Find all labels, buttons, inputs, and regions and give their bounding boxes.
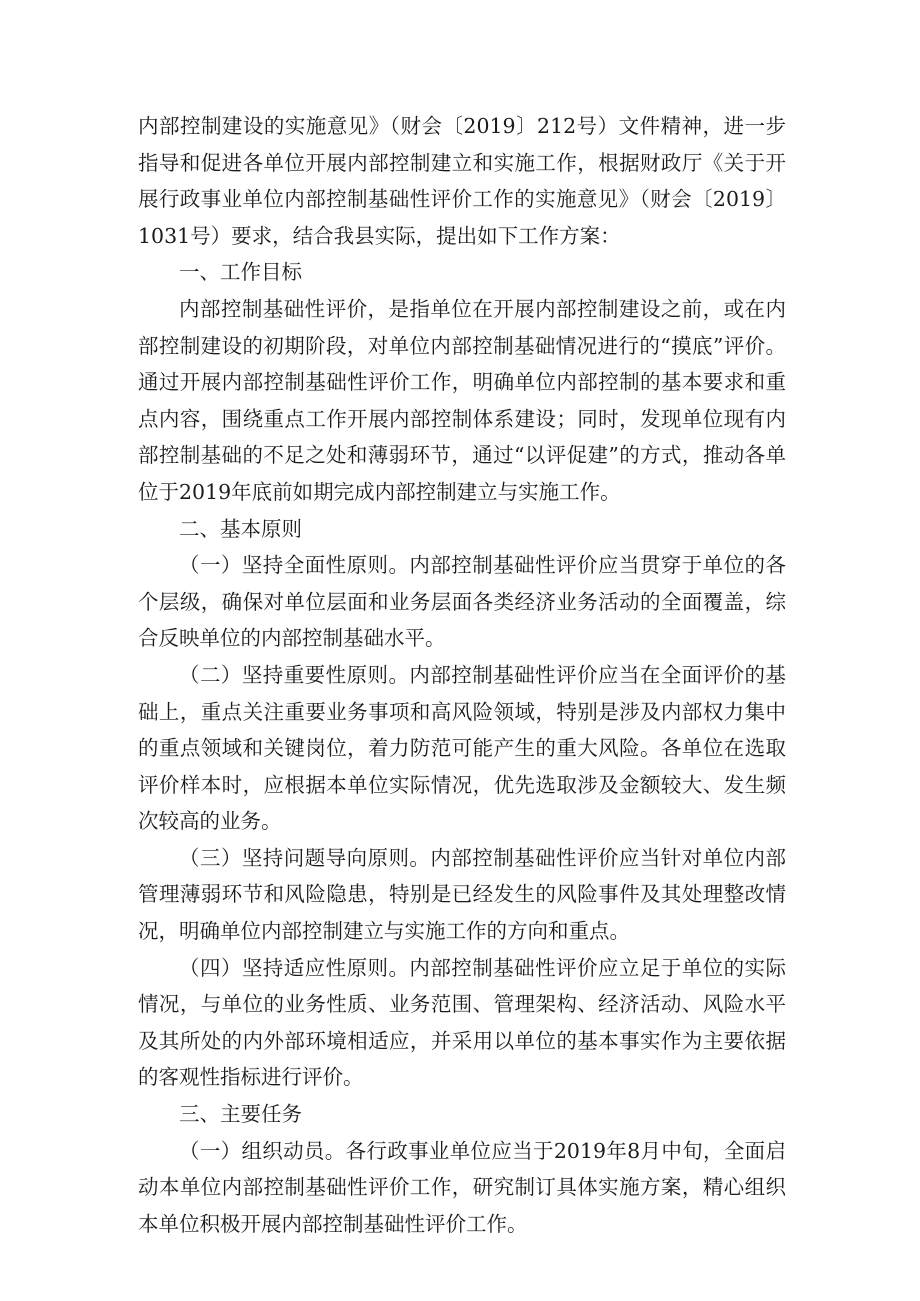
section-heading-principles: 二、基本原则 (179, 516, 302, 541)
intro-paragraph: 内部控制建设的实施意见》（财会〔2019〕212号）文件精神，进一步指导和促进各单位开展内部控制建立和实施工作，根据财政厅《关于开展行政事业单位内部控制基础性评价工作的实施意见》（财会〔2019〕1031号）要求，结合我县实际，提出如下工作方案： (138, 114, 786, 248)
goals-paragraph: 内部控制基础性评价，是指单位在开展内部控制建设之前，或在内部控制建设的初期阶段，对单位内部控制基础情况进行的“摸底”评价。通过开展内部控制基础性评价工作，明确单位内部控制的基本要求和重点内容，围绕重点工作开展内部控制体系建设；同时，发现单位现有内部控制基础的不足之处和薄弱环节，通过“以评促建”的方式，推动各单位于2019年底前如期完成内部控制建立与实施工作。 (138, 296, 786, 504)
task-mobilization-paragraph: （一）组织动员。各行政事业单位应当于2019年8月中旬，全面启动本单位内部控制基础性评价工作，研究制订具体实施方案，精心组织本单位积极开展内部控制基础性评价工作。 (138, 1138, 786, 1236)
principle-problem-oriented-paragraph: （三）坚持问题导向原则。内部控制基础性评价应当针对单位内部管理薄弱环节和风险隐患，特别是已经发生的风险事件及其处理整改情况，明确单位内部控制建立与实施工作的方向和重点。 (138, 845, 786, 944)
document-body (138, 108, 786, 1242)
principle-comprehensive-paragraph: （一）坚持全面性原则。内部控制基础性评价应当贯穿于单位的各个层级，确保对单位层面和业务层面各类经济业务活动的全面覆盖，综合反映单位的内部控制基础水平。 (138, 553, 786, 651)
principle-importance-paragraph: （二）坚持重要性原则。内部控制基础性评价应当在全面评价的基础上，重点关注重要业务事项和高风险领域，特别是涉及内部权力集中的重点领域和关键岗位，着力防范可能产生的重大风险。各单位在选取评价样本时，应根据本单位实际情况，优先选取涉及金额较大、发生频次较高的业务。 (138, 662, 786, 834)
principle-adaptability-paragraph: （四）坚持适应性原则。内部控制基础性评价应立足于单位的实际情况，与单位的业务性质、业务范围、管理架构、经济活动、风险水平及其所处的内外部环境相适应，并采用以单位的基本事实作为主要依据的客观性指标进行评价。 (138, 955, 786, 1090)
section-heading-goals: 一、工作目标 (179, 260, 302, 285)
section-heading-tasks: 三、主要任务 (179, 1102, 302, 1127)
